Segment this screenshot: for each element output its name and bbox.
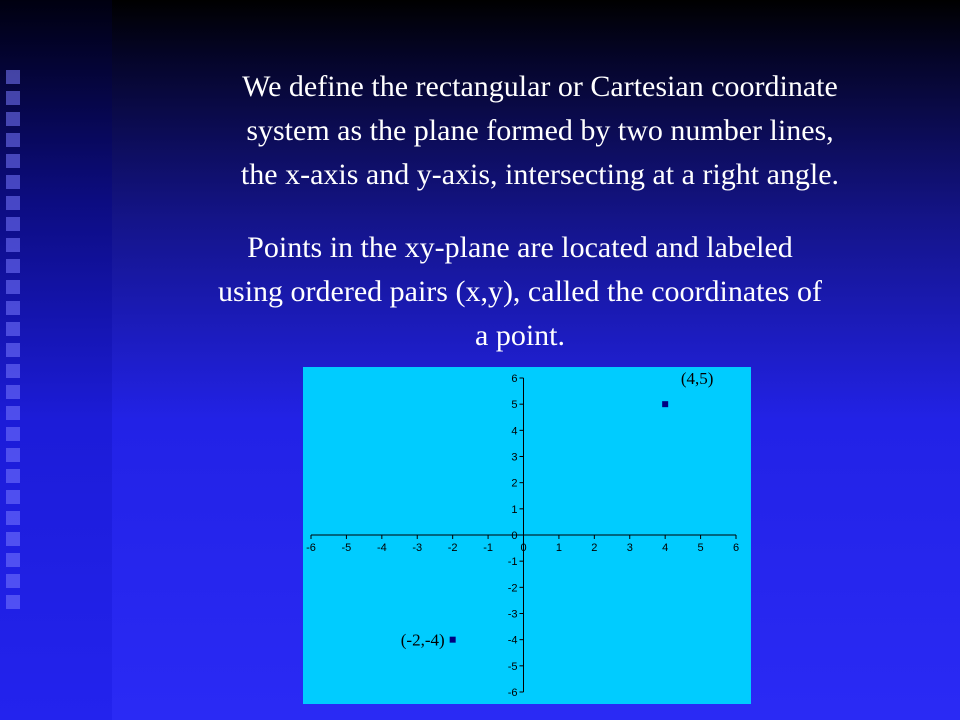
decorative-square (6, 133, 20, 147)
decorative-left-strip (0, 0, 112, 720)
definition-line: system as the plane formed by two number lines, (246, 114, 834, 147)
x-tick-label: -1 (483, 542, 493, 554)
y-tick-label: 6 (511, 373, 518, 385)
points-paragraph (115, 226, 925, 358)
decorative-square (6, 490, 20, 504)
decorative-square (6, 280, 20, 294)
x-tick-label: 1 (555, 542, 562, 554)
decorative-square (6, 196, 20, 210)
decorative-square (6, 364, 20, 378)
y-tick-label: 3 (511, 451, 518, 464)
y-tick-label: -2 (507, 582, 518, 595)
data-point-label: (4,5) (680, 369, 714, 389)
chart-svg (303, 367, 751, 704)
decorative-square (6, 553, 20, 567)
decorative-square (6, 91, 20, 105)
points-line: a point. (475, 319, 565, 352)
x-tick-label: -4 (376, 542, 387, 554)
decorative-squares (6, 70, 26, 616)
decorative-square (6, 343, 20, 357)
x-tick-label: 0 (520, 542, 527, 554)
coordinate-plane-chart (303, 367, 751, 704)
decorative-square (6, 448, 20, 462)
decorative-square (6, 469, 20, 483)
definition-paragraph (150, 65, 930, 197)
y-tick-label: 4 (511, 425, 518, 438)
points-line: Points in the xy-plane are located and labeled (247, 231, 793, 264)
x-tick-label: 4 (662, 542, 669, 554)
y-tick-label: 5 (511, 399, 518, 412)
decorative-square (6, 574, 20, 588)
decorative-square (6, 427, 20, 441)
decorative-square (6, 154, 20, 168)
x-tick-label: -6 (306, 542, 316, 554)
decorative-square (6, 406, 20, 420)
points-line: using ordered pairs (x,y), called the coordinates of (218, 275, 822, 308)
decorative-square (6, 217, 20, 231)
data-point-marker (450, 637, 456, 643)
decorative-square (6, 595, 20, 609)
definition-line: the x-axis and y-axis, intersecting at a right angle. (240, 158, 840, 191)
y-tick-label: -1 (507, 556, 518, 569)
definition-line: We define the rectangular or Cartesian coordinate (242, 70, 838, 103)
data-point-marker (662, 401, 668, 407)
x-tick-label: 5 (697, 542, 704, 554)
y-tick-label: -4 (507, 634, 518, 647)
decorative-square (6, 301, 20, 315)
decorative-square (6, 70, 20, 84)
y-tick-label: 1 (511, 503, 518, 516)
x-tick-label: 6 (732, 542, 740, 554)
decorative-square (6, 112, 20, 126)
x-tick-label: 3 (626, 542, 633, 554)
decorative-square (6, 238, 20, 252)
y-tick-label: -5 (507, 660, 518, 673)
x-tick-label: -2 (447, 542, 458, 554)
x-tick-label: 2 (591, 542, 598, 554)
y-tick-label: 0 (511, 530, 518, 542)
data-point-label: (-2,-4) (400, 630, 445, 650)
x-tick-label: -5 (341, 542, 352, 554)
decorative-square (6, 259, 20, 273)
y-tick-label: -3 (507, 608, 518, 621)
y-tick-label: -6 (507, 687, 518, 699)
decorative-square (6, 385, 20, 399)
decorative-square (6, 532, 20, 546)
decorative-square (6, 511, 20, 525)
decorative-square (6, 175, 20, 189)
y-tick-label: 2 (511, 477, 518, 490)
decorative-square (6, 322, 20, 336)
x-tick-label: -3 (412, 542, 423, 554)
